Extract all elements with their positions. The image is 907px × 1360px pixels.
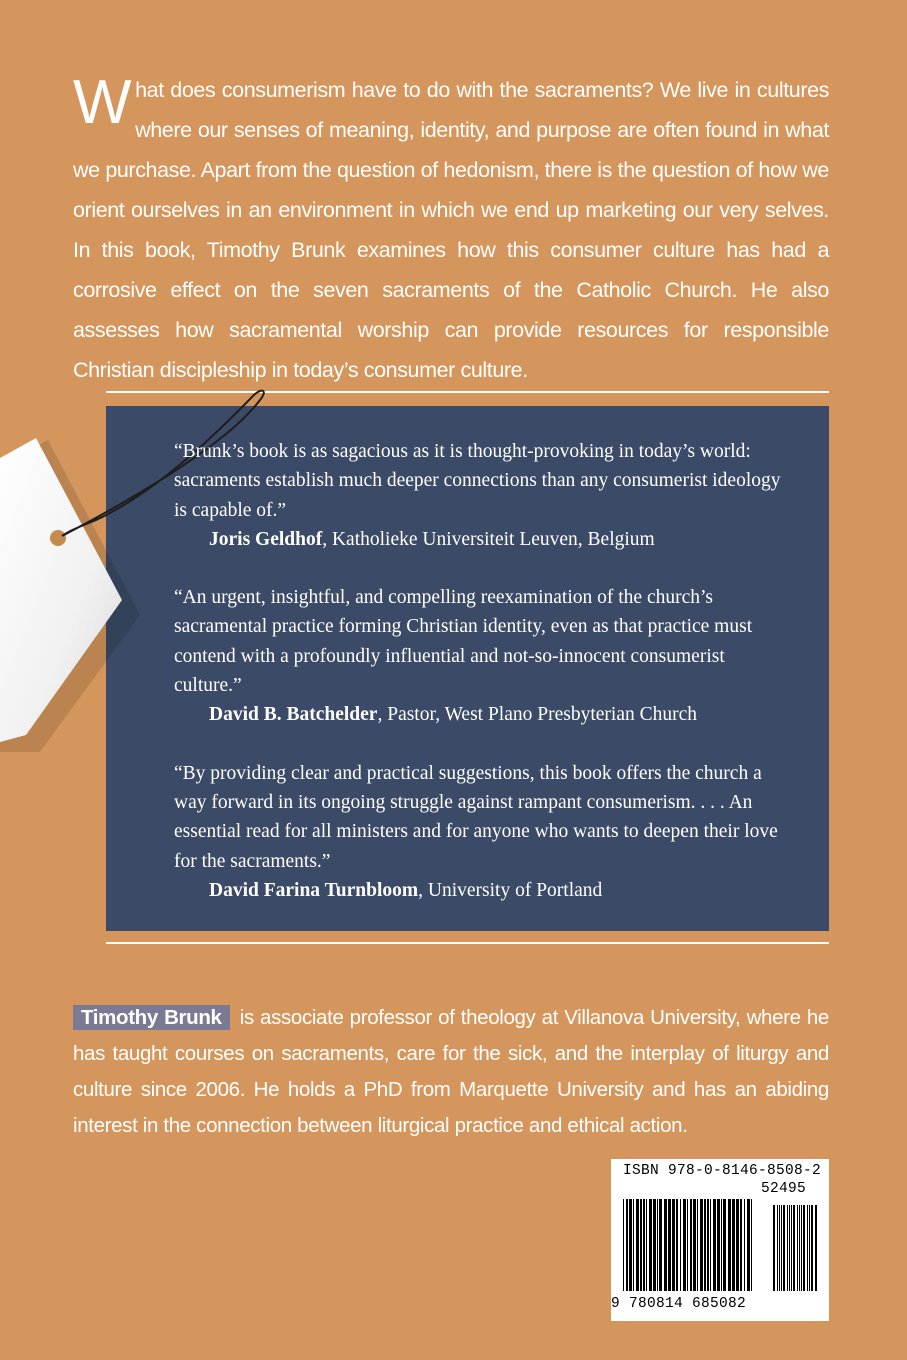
barcode-bar: [623, 1199, 624, 1291]
barcode-bar: [751, 1199, 752, 1291]
barcode-bar: [721, 1199, 722, 1291]
barcode-bar: [672, 1199, 675, 1291]
addon-barcode-bar: [811, 1205, 813, 1291]
addon-barcode-bar: [787, 1205, 788, 1291]
barcode-bar: [643, 1199, 645, 1291]
endorsement-attribution: [174, 876, 794, 905]
drop-cap: W: [73, 68, 132, 137]
barcode-bar: [728, 1199, 731, 1291]
addon-barcode-bar: [777, 1205, 778, 1291]
ean-digits: 9 780814 685082: [611, 1296, 747, 1312]
barcode-bar: [653, 1199, 656, 1291]
barcode-bar: [697, 1199, 698, 1291]
endorser-affiliation: , Pastor, West Plano Presbyterian Church: [377, 704, 698, 726]
barcode-bar: [723, 1199, 726, 1291]
addon-barcode-bar: [783, 1205, 785, 1291]
barcode-bars: [623, 1199, 819, 1299]
addon-barcode-bar: [781, 1205, 782, 1291]
barcode-bar: [657, 1199, 658, 1291]
endorser-name: Joris Geldhof: [209, 528, 323, 550]
barcode-bar: [693, 1199, 696, 1291]
barcode-bar: [744, 1199, 745, 1291]
barcode-bar: [629, 1199, 632, 1291]
intro-paragraph: [73, 70, 829, 390]
author-bio-text: is associate professor of theology at Villanova University, where he has taught courses on sacraments, care for the sick, and the interplay of liturgy and culture since 2006. He holds a PhD from Marquette University and has an abiding interest in the connection between liturgical practice and ethical action.: [73, 1006, 829, 1137]
endorsements: [174, 437, 794, 934]
barcode-bar: [687, 1199, 688, 1291]
barcode-bar: [704, 1199, 706, 1291]
addon-barcode-bar: [779, 1205, 780, 1291]
barcode-bar: [683, 1199, 686, 1291]
barcode-bar: [732, 1199, 735, 1291]
barcode-bar: [736, 1199, 739, 1291]
barcode-bar: [676, 1199, 678, 1291]
addon-barcode-bar: [815, 1205, 817, 1291]
barcode-bar: [713, 1199, 716, 1291]
price-code: 52495: [761, 1181, 807, 1197]
addon-barcode-bar: [789, 1205, 790, 1291]
addon-barcode-bar: [791, 1205, 792, 1291]
endorsement-attribution: [174, 700, 794, 729]
addon-barcode-bar: [793, 1205, 795, 1291]
author-bio: [73, 1000, 829, 1144]
endorsement-1: [174, 437, 794, 554]
addon-barcode-bar: [799, 1205, 800, 1291]
addon-barcode-bar: [797, 1205, 798, 1291]
barcode-bar: [636, 1199, 639, 1291]
isbn-label: ISBN 978-0-8146-8508-2: [623, 1163, 822, 1179]
endorser-name: David Farina Turnbloom: [209, 879, 419, 901]
barcode-bar: [700, 1199, 703, 1291]
barcode-bar: [640, 1199, 642, 1291]
addon-barcode-bar: [803, 1205, 805, 1291]
endorsement-3: [174, 759, 794, 905]
endorsement-quote: “An urgent, insightful, and compelling reexamination of the church’s sacramental practice forming Christian identity, even as that practice must contend with a profoundly influential and not-so-innocent consumerist culture.”: [174, 587, 753, 697]
endorsement-attribution: [174, 525, 794, 554]
barcode-bar: [747, 1199, 750, 1291]
barcode-bar: [717, 1199, 720, 1291]
barcode-bar: [646, 1199, 647, 1291]
isbn-barcode: [611, 1159, 829, 1321]
endorser-name: David B. Batchelder: [209, 704, 378, 726]
addon-barcode-bar: [809, 1205, 810, 1291]
endorser-affiliation: , Katholieke Universiteit Leuven, Belgium: [322, 528, 655, 550]
author-name-badge: Timothy Brunk: [73, 1005, 230, 1030]
endorsement-quote: “Brunk’s book is as sagacious as it is thought-provoking in today’s world: sacraments establish much deeper connections than any consumerist ideology is capable of.”: [174, 441, 781, 521]
addon-barcode-bar: [801, 1205, 802, 1291]
endorser-affiliation: , University of Portland: [418, 879, 603, 901]
barcode-bar: [668, 1199, 671, 1291]
barcode-bar: [626, 1199, 628, 1291]
barcode-bar: [633, 1199, 634, 1291]
intro-text: hat does consumerism have to do with the sacraments? We live in cultures where our senses of meaning, identity, and purpose are often found in what we purchase. Apart from the question of hedonism, there is the question of how we orient ourselves in an environment in which we end up marketing our very selves. In this book, Timothy Brunk examines how this consumer culture has had a corrosive effect on the seven sacraments of the Catholic Church. He also assesses how sacramental worship can provide resources for responsible Christian discipleship in today’s consumer culture.: [73, 78, 829, 382]
barcode-bar: [740, 1199, 742, 1291]
addon-barcode-bar: [773, 1205, 775, 1291]
addon-barcode-bar: [807, 1205, 808, 1291]
barcode-bar: [690, 1199, 692, 1291]
barcode-bar: [649, 1199, 652, 1291]
barcode-bar: [659, 1199, 662, 1291]
barcode-bar: [680, 1199, 681, 1291]
endorsement-quote: “By providing clear and practical suggestions, this book offers the church a way forward in its ongoing struggle against rampant consumerism. . . . An essential read for all ministers and for anyone who wants to deepen their love for the sacraments.”: [174, 762, 778, 872]
endorsement-2: [174, 583, 794, 729]
barcode-bar: [710, 1199, 711, 1291]
barcode-bar: [707, 1199, 709, 1291]
barcode-bar: [664, 1199, 667, 1291]
bottom-divider: [106, 942, 829, 944]
